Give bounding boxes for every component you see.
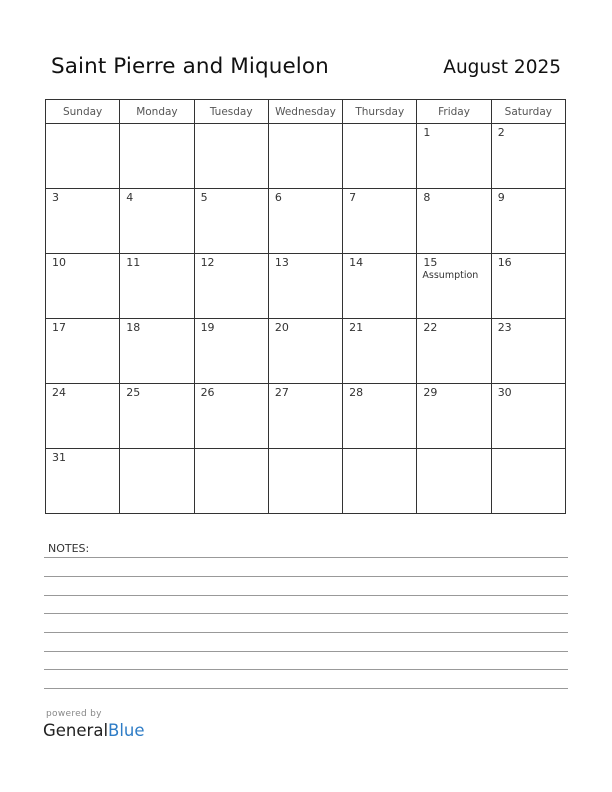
calendar-month: August 2025 xyxy=(443,57,561,78)
week-row xyxy=(46,384,566,449)
day-cell xyxy=(417,254,491,319)
day-cell xyxy=(343,189,417,254)
day-cell xyxy=(120,449,194,514)
brand-blue: Blue xyxy=(108,721,145,740)
notes-line xyxy=(44,669,568,670)
brand-logo xyxy=(43,721,145,740)
day-cell xyxy=(120,319,194,384)
day-number: 2 xyxy=(497,126,505,139)
day-cell xyxy=(46,449,120,514)
day-number: 23 xyxy=(497,321,512,334)
day-cell xyxy=(491,449,565,514)
day-cell xyxy=(268,124,342,189)
day-number: 29 xyxy=(423,386,438,399)
notes-line xyxy=(44,576,568,577)
weekday-sunday: Sunday xyxy=(46,100,120,124)
day-cell xyxy=(343,449,417,514)
day-number: 24 xyxy=(52,386,66,399)
day-number: 1 xyxy=(423,126,431,139)
notes-line xyxy=(44,651,568,652)
holiday-label: Assumption xyxy=(422,270,479,281)
day-cell xyxy=(268,384,342,449)
weekday-thursday: Thursday xyxy=(343,100,417,124)
day-cell xyxy=(194,384,268,449)
notes-label: NOTES: xyxy=(48,542,90,555)
day-cell xyxy=(343,124,417,189)
day-number: 30 xyxy=(497,386,512,399)
day-number: 20 xyxy=(274,321,289,334)
week-row xyxy=(46,189,566,254)
notes-line xyxy=(44,613,568,614)
day-number: 17 xyxy=(52,321,66,334)
day-number: 26 xyxy=(200,386,215,399)
notes-line xyxy=(44,688,568,689)
day-cell xyxy=(268,189,342,254)
brand-general: General xyxy=(43,721,109,740)
day-cell xyxy=(491,189,565,254)
day-cell xyxy=(194,319,268,384)
day-cell xyxy=(343,384,417,449)
day-number: 7 xyxy=(349,191,357,204)
day-number: 16 xyxy=(497,256,512,269)
weekday-wednesday: Wednesday xyxy=(268,100,342,124)
weekday-saturday: Saturday xyxy=(491,100,565,124)
day-cell xyxy=(268,449,342,514)
day-cell xyxy=(46,124,120,189)
weekday-header-row xyxy=(46,100,566,124)
day-cell xyxy=(417,384,491,449)
day-number: 4 xyxy=(126,191,134,204)
day-cell xyxy=(120,254,194,319)
day-cell xyxy=(194,449,268,514)
weekday-monday: Monday xyxy=(120,100,194,124)
day-number: 19 xyxy=(200,321,215,334)
day-cell xyxy=(491,384,565,449)
notes-line xyxy=(44,557,568,558)
day-number: 6 xyxy=(274,191,282,204)
week-row xyxy=(46,124,566,189)
day-number: 10 xyxy=(52,256,66,269)
day-cell xyxy=(268,319,342,384)
day-cell xyxy=(417,449,491,514)
day-cell xyxy=(120,189,194,254)
day-cell xyxy=(343,254,417,319)
day-number: 27 xyxy=(274,386,289,399)
notes-line xyxy=(44,632,568,633)
week-row xyxy=(46,254,566,319)
day-number: 11 xyxy=(126,256,141,269)
day-cell xyxy=(120,384,194,449)
powered-by-text: powered by xyxy=(46,709,102,719)
day-cell xyxy=(46,384,120,449)
day-cell xyxy=(417,319,491,384)
day-cell xyxy=(120,124,194,189)
day-cell xyxy=(46,189,120,254)
day-cell xyxy=(491,319,565,384)
day-number: 8 xyxy=(423,191,431,204)
day-cell xyxy=(491,254,565,319)
week-row xyxy=(46,449,566,514)
day-number: 28 xyxy=(349,386,364,399)
day-number: 22 xyxy=(423,321,438,334)
day-cell xyxy=(194,254,268,319)
week-row xyxy=(46,319,566,384)
day-cell xyxy=(417,189,491,254)
day-number: 18 xyxy=(126,321,141,334)
day-cell xyxy=(194,189,268,254)
day-number: 15 xyxy=(423,256,438,269)
day-number: 13 xyxy=(274,256,289,269)
day-cell xyxy=(268,254,342,319)
day-number: 14 xyxy=(349,256,364,269)
day-number: 3 xyxy=(52,191,59,204)
weekday-tuesday: Tuesday xyxy=(194,100,268,124)
day-cell xyxy=(46,254,120,319)
day-cell xyxy=(194,124,268,189)
day-number: 9 xyxy=(497,191,505,204)
day-cell xyxy=(417,124,491,189)
weekday-friday: Friday xyxy=(417,100,491,124)
day-cell xyxy=(491,124,565,189)
day-number: 12 xyxy=(200,256,215,269)
day-number: 31 xyxy=(52,451,66,464)
day-number: 5 xyxy=(200,191,208,204)
notes-line xyxy=(44,595,568,596)
calendar-title: Saint Pierre and Miquelon xyxy=(51,54,329,79)
calendar-grid xyxy=(45,99,566,514)
day-number: 21 xyxy=(349,321,364,334)
day-cell xyxy=(46,319,120,384)
day-number: 25 xyxy=(126,386,141,399)
day-cell xyxy=(343,319,417,384)
